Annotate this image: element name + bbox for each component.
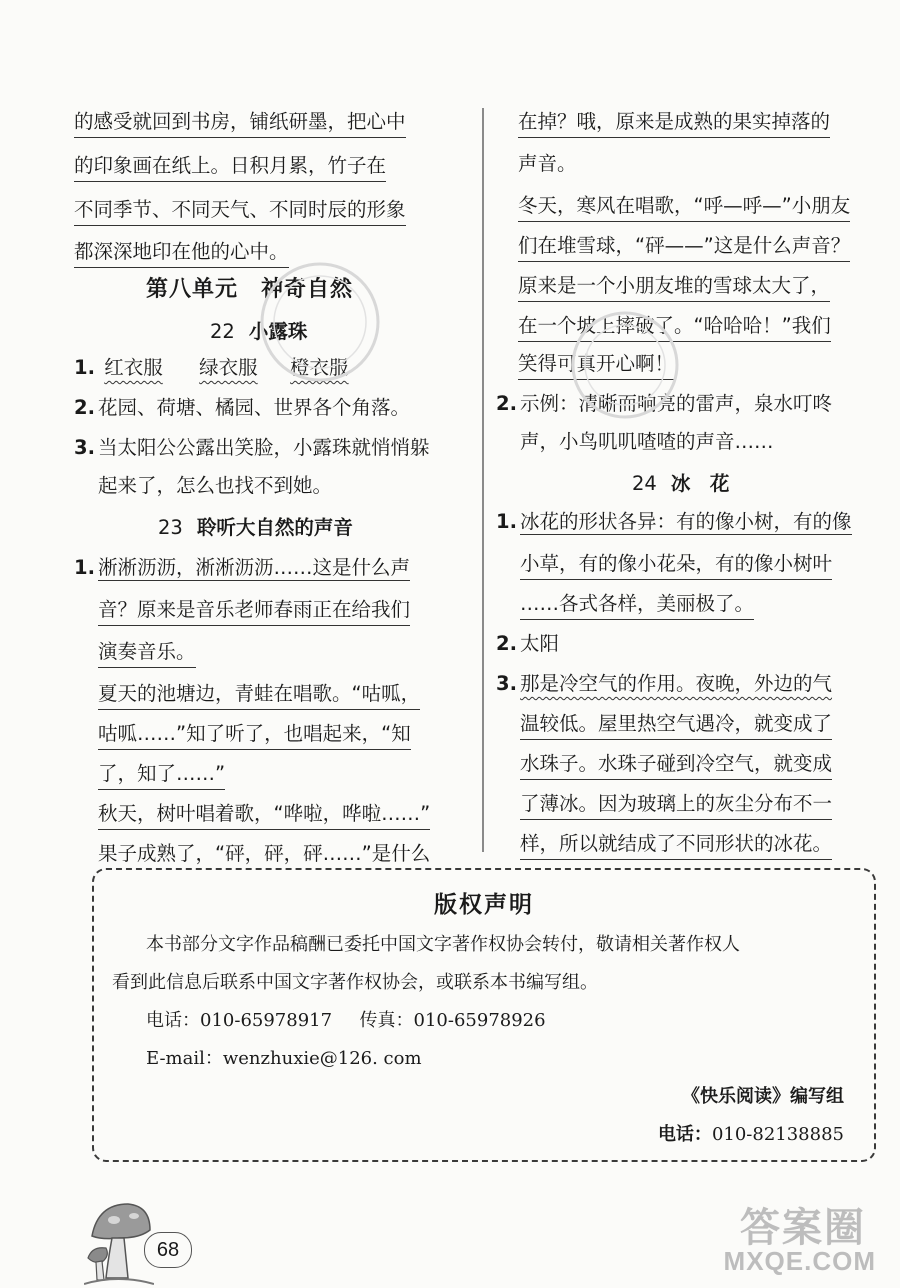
answer-text: 秋天，树叶唱着歌，“哗啦，哗啦……” — [98, 800, 430, 830]
group-phone-line — [658, 1122, 844, 1148]
phone-label: 电话： — [657, 1124, 712, 1145]
question-number: 2. — [496, 392, 517, 415]
answer-text: 冰花的形状各异：有的像小树，有的像 — [520, 510, 852, 533]
answer-text: 样，所以就结成了不同形状的冰花。 — [520, 830, 832, 860]
page-number: 68 — [144, 1232, 192, 1268]
email-line — [146, 1046, 422, 1072]
phone-label: 电话： — [146, 1010, 200, 1031]
watermark-logo: 答案圈 — [740, 1206, 866, 1250]
copyright-paragraph: 看到此信息后联系中国文字著作权协会，或联系本书编写组。 — [112, 972, 598, 993]
site-watermark — [706, 1196, 886, 1282]
text-line: 的感受就回到书房，铺纸研墨，把心中 — [74, 108, 406, 138]
lesson-heading-23 — [158, 512, 353, 540]
copyright-title: 版权声明 — [434, 892, 534, 918]
lesson-title: 聆听大自然的声音 — [196, 516, 353, 539]
answer-text: 演奏音乐。 — [98, 638, 196, 668]
phone-number: 010-65978917 — [200, 1010, 333, 1031]
answer-text: 声音。 — [518, 152, 577, 175]
email-address[interactable]: wenzhuxie@126. com — [222, 1048, 422, 1069]
answer-text: 淅淅沥沥，淅淅沥沥……这是什么声 — [98, 556, 411, 579]
question-number: 1. — [74, 556, 95, 579]
question-row — [74, 394, 410, 422]
lesson-number: 22 — [210, 320, 235, 343]
answer-text: ……各式各样，美丽极了。 — [520, 590, 754, 620]
question-number: 1. — [74, 356, 95, 379]
school-stamp-icon — [250, 252, 390, 392]
answer-text: 笑得可真开心啊！ — [518, 350, 674, 380]
question-number: 1. — [496, 510, 517, 533]
answer-choice: 红衣服 — [104, 356, 163, 379]
answer-text: 夏天的池塘边，青蛙在唱歌。“咕呱， — [98, 680, 420, 710]
watermark-url: MXQE.COM — [723, 1246, 876, 1276]
mushroom-icon — [84, 1198, 154, 1286]
copyright-notice — [92, 868, 876, 1162]
question-row — [74, 554, 410, 582]
lesson-number: 24 — [632, 472, 657, 495]
text-line: 不同季节、不同天气、不同时辰的形象 — [74, 196, 406, 226]
question-row — [496, 508, 852, 536]
answer-text: 花园、荷塘、橘园、世界各个角落。 — [98, 396, 411, 419]
answer-text: 声，小鸟叽叽喳喳的声音…… — [520, 430, 774, 453]
answer-text: 小草，有的像小花朵，有的像小树叶 — [520, 550, 832, 580]
answer-text: 当太阳公公露出笑脸，小露珠就悄悄躲 — [98, 436, 430, 459]
answer-text: 了薄冰。因为玻璃上的灰尘分布不一 — [520, 790, 832, 820]
lesson-number: 23 — [158, 516, 183, 539]
fax-label: 传真： — [359, 1010, 414, 1031]
answer-text: 在一个坡上摔破了。“哈哈哈！”我们 — [518, 312, 831, 342]
lesson-heading-24 — [632, 468, 729, 496]
email-label: E-mail： — [146, 1048, 223, 1069]
school-stamp-icon — [560, 300, 690, 430]
question-row — [496, 670, 832, 698]
answer-choice: 橙衣服 — [290, 356, 349, 379]
answer-text: 原来是一个小朋友堆的雪球太大了， — [518, 272, 830, 302]
answer-choice: 绿衣服 — [199, 356, 258, 379]
question-number: 2. — [496, 632, 517, 655]
answer-text: 们在堆雪球，“砰——”这是什么声音？ — [518, 232, 850, 262]
question-number: 3. — [496, 672, 517, 695]
answer-text: 冬天，寒风在唱歌，“呼—呼—”小朋友 — [518, 192, 850, 222]
question-number: 3. — [74, 436, 95, 459]
answer-text: 起来了，怎么也找不到她。 — [98, 474, 333, 497]
answer-text: 咕呱……”知了听了，也唱起来，“知 — [98, 720, 411, 750]
text-line: 都深深地印在他的心中。 — [74, 238, 289, 268]
text-line: 的印象画在纸上。日积月累，竹子在 — [74, 152, 386, 182]
fax-number: 010-65978926 — [413, 1010, 546, 1031]
answer-text: 示例：清晰而响亮的雷声，泉水叮咚 — [520, 392, 833, 415]
answer-text: 那是冷空气的作用。夜晚，外边的气 — [520, 672, 833, 695]
answer-text: 温较低。屋里热空气遇冷，就变成了 — [520, 710, 832, 740]
answer-text: 太阳 — [520, 632, 560, 655]
answer-text: 果子成熟了，“砰，砰，砰……”是什么 — [98, 842, 431, 865]
answer-text: 了，知了……” — [98, 760, 225, 790]
question-row — [74, 434, 430, 462]
lesson-title: 冰 花 — [670, 472, 730, 495]
copyright-paragraph: 本书部分文字作品稿酬已委托中国文字著作权协会转付，敬请相关著作权人 — [146, 934, 740, 955]
answer-text: 在掉？哦，原来是成熟的果实掉落的 — [518, 108, 830, 138]
column-divider — [482, 108, 484, 852]
contact-line — [146, 1008, 546, 1034]
answer-text: 水珠子。水珠子碰到冷空气，就变成 — [520, 750, 832, 780]
question-number: 2. — [74, 396, 95, 419]
lesson-title: 小露珠 — [248, 320, 308, 343]
answer-text: 音？原来是音乐老师春雨正在给我们 — [98, 596, 410, 626]
unit-title: 第八单元 神奇自然 — [146, 277, 354, 302]
question-row — [496, 630, 559, 658]
phone-number: 010-82138885 — [711, 1124, 844, 1145]
editorial-group: 《快乐阅读》编写组 — [682, 1086, 844, 1107]
